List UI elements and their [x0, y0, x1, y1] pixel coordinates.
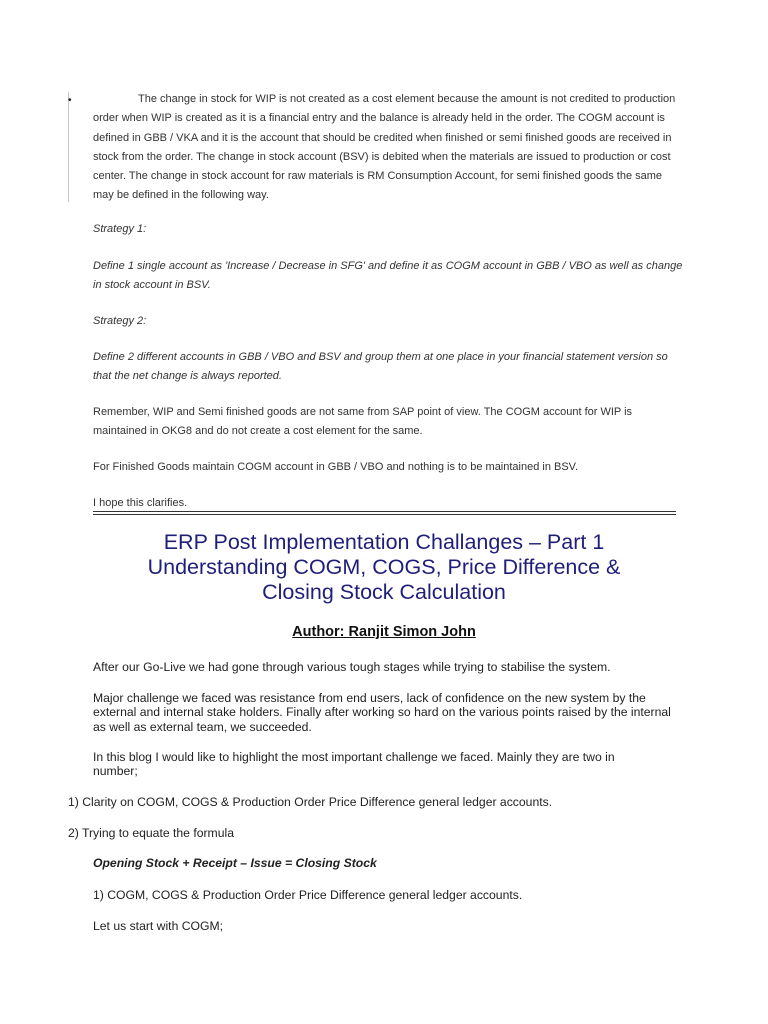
stock-formula: Opening Stock + Receipt – Issue = Closing Stock	[93, 856, 377, 870]
strategy2-text: Define 2 different accounts in GBB / VBO and BSV and group them at one place in your financial statement version so that the net change is always reported.	[93, 351, 668, 383]
intro-paragraph: After our Go-Live we had gone through various tough stages while trying to stabilise the system.	[93, 660, 611, 674]
blog-intro-paragraph: In this blog I would like to highlight the most important challenge we faced. Mainly they are two in number;	[93, 750, 615, 779]
strategy1-label: Strategy 1:	[93, 223, 147, 235]
list-item-1: 1) Clarity on COGM, COGS & Production Order Price Difference general ledger accounts.	[68, 795, 553, 809]
author-byline: Author: Ranjit Simon John	[292, 624, 476, 640]
wip-paragraph	[93, 90, 678, 206]
list-item-2: 2) Trying to equate the formula	[68, 826, 234, 840]
article-title	[84, 530, 684, 605]
remember-paragraph: Remember, WIP and Semi finished goods are not same from SAP point of view. The COGM account for WIP is maintained in OKG8 and do not create a cost element for the same.	[93, 406, 633, 438]
divider-bottom	[93, 514, 676, 515]
closing-line: I hope this clarifies.	[93, 497, 188, 509]
section-heading: 1) COGM, COGS & Production Order Price Difference general ledger accounts.	[93, 888, 523, 902]
wip-paragraph-text: The change in stock for WIP is not created as a cost element because the amount is not credited to production order when WIP is created as it is a financial entry and the balance is already held in the order. The COGM account is defined in GBB / VKA and it is the account that should be credited when finished or semi finished goods are received in stock from the order. The change in stock account (BSV) is debited when the materials are issued to production or cost center. The change in stock account for raw materials is RM Consumption Account, for semi finished goods the same may be defined in the following way.	[93, 93, 676, 202]
list-bullet: •	[68, 95, 72, 106]
finished-goods-paragraph: For Finished Goods maintain COGM account in GBB / VBO and nothing is to be maintained in BSV.	[93, 461, 579, 473]
challenge-paragraph: Major challenge we faced was resistance from end users, lack of confidence on the new system by the external and internal stake holders. Finally after working so hard on the various points raised by the internal as well as external team, we succeeded.	[93, 691, 671, 734]
cogm-intro-line: Let us start with COGM;	[93, 919, 224, 933]
left-margin-line	[68, 92, 69, 202]
title-line-1: ERP Post Implementation Challanges – Part 1	[163, 530, 605, 554]
divider-top	[93, 511, 676, 512]
title-line-2: Understanding COGM, COGS, Price Difference &	[147, 555, 621, 579]
strategy1-text: Define 1 single account as 'Increase / Decrease in SFG' and define it as COGM account in GBB / VBO as well as change in stock account in BSV.	[93, 260, 683, 292]
strategy2-label: Strategy 2:	[93, 315, 147, 327]
title-line-3: Closing Stock Calculation	[262, 580, 506, 604]
